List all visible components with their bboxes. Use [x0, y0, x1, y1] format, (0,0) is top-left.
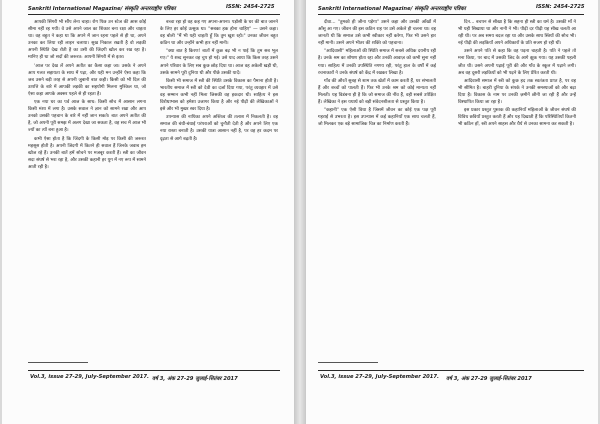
footnote-separator — [28, 362, 88, 363]
paragraph: एक नया घर का पर्व आज के साथ: किसी सोच में आसान लगना किसी मंशा में लगा है। उसके सवाल ने ज्ञान को सामने रखा और आप उनको उसकी पहचान के बारे में नहीं जान सकते। बात अपने अतीत की है, जो अपनी पूरी समझ में अलग देखा जा सकता है, वह सच में आज भी ज्यों का त्यों बना हुआ है। — [28, 100, 146, 134]
footer-volume: Vol.3, issue 27-29, July-September 2017. — [30, 374, 149, 380]
paragraph: गाँव की औरतें सुबह से शाम तक खेतों में काम करती हैं, घर संभालती हैं और बच्चों को पालती हैं। फिर भी उनके श्रम को कोई मान्यता नहीं मिलती। यह विडंबना ही है कि जो समाज की नींव हैं, वही सबसे उपेक्षित हैं। लेखिका ने इस यथार्थ को बड़ी संवेदनशीलता से प्रस्तुत किया है। — [318, 78, 436, 106]
paragraph: दीवा... "तुमको ही जीना पड़ेगा" उसने कहा और उसकी आँखों में आँसू आ गए। जीवन की इस कठिन राह पर उसे अकेले ही चलना था। वह जानती थी कि समाज उसे कभी स्वीकार नहीं करेगा, फिर भी उसने हार नहीं मानी। उसने अपने भीतर की शक्ति को पहचाना। — [318, 20, 436, 47]
text-column-left — [318, 19, 436, 349]
footer-volume: Vol.3, issue 27-29, July-September 2017. — [320, 374, 439, 380]
paragraph: आदिवासी समाज में स्त्री को कुछ हद तक स्वतंत्रता प्राप्त है, पर वह भी सीमित है। बाहरी दुनिया के संपर्क ने उनकी समस्याओं को और बढ़ा दिया है। विकास के नाम पर उनकी ज़मीनें छीनी जा रही हैं और उन्हें विस्थापित किया जा रहा है। — [458, 78, 576, 106]
paragraph: किसी भी समाज में स्त्री की स्थिति उसके विकास का पैमाना होती है। भारतीय समाज में स्त्री को देवी का दर्जा दिया गया, परंतु व्यवहार में उसे वह सम्मान कभी नहीं मिला जिसकी वह हकदार थी। साहित्य ने इस विरोधाभास को हमेशा उजागर किया है और नई पीढ़ी की लेखिकाओं ने इसे और भी मुखर स्वर दिया है। — [160, 78, 278, 113]
footer-volume-hindi: वर्ष 3, अंक 27-29 जुलाई-सितंबर 2017 — [446, 376, 532, 382]
text-column-right — [458, 19, 576, 349]
header-rule — [318, 14, 584, 15]
paragraph: "क्या बात है किरण! बातों में कुछ बढ़ भी न पाई कि तुम सब भूल गए।" ये शब्द सुनकर वह चुप हो गई। उसे याद आया कि किस तरह उसने अपने परिवार के लिए सब कुछ छोड़ दिया था। आज वह अकेली खड़ी थी, उसके सामने पूरी दुनिया थी और पीछे उसकी यादें। — [160, 49, 278, 76]
paragraph: "कहानी" एक ऐसी विधा है जिसमें जीवन का कोई एक पक्ष पूरी गहराई से उभरता है। इस उपन्यास में कई कहानियाँ एक साथ चलती हैं, जो मिलकर एक बड़े सामाजिक चित्र का निर्माण करती हैं। — [318, 108, 436, 128]
paragraph: दिन... बचपन से सीखा है कि सहना ही स्त्री का धर्म है। उसकी माँ ने भी यही सिखाया था और नानी ने भी। पीढ़ी दर पीढ़ी यह सीख चलती आ रही थी। पर अब समय बदल रहा था और उसके साथ स्त्रियों की सोच भी। नई पीढ़ी की लड़कियाँ अपने अधिकारों के प्रति सजग हो रही थीं। — [458, 20, 576, 47]
page-header — [2, 4, 294, 14]
text-column-right — [160, 19, 278, 349]
paragraph: उपन्यास की नायिका अपने अस्तित्व की तलाश में निकलती है। वह समाज की बंधी-बंधाई परंपराओं को चुनौती देती है और अपने लिए एक नया रास्ता बनाती है। उसकी यात्रा आसान नहीं है, पर वह हर कदम पर दृढ़ता से आगे बढ़ती है। — [160, 115, 278, 142]
footer-volume-hindi: वर्ष 3, अंक 27-29 जुलाई-सितंबर 2017 — [152, 376, 238, 382]
text-column-left — [28, 19, 146, 349]
footnote-separator — [318, 362, 378, 363]
page-header — [306, 4, 598, 14]
paragraph: उसने अपने पति से कहा कि वह पढ़ना चाहती है। पति ने पहले तो मना किया, पर बाद में उसकी जिद के आगे झुक गया। यह उसकी पहली जीत थी। उसने अपनी पढ़ाई पूरी की और गाँव के स्कूल में पढ़ाने लगी। अब वह दूसरी लड़कियों को भी पढ़ने के लिए प्रेरित करती थी। — [458, 49, 576, 76]
book-gutter — [294, 0, 306, 424]
paragraph: कभी ऐसा होता है कि जिंदगी के किसी मोड़ पर किसी की जरूरत महसूस होती है। अपनी जिंदगी में कितने ही सवाल हैं जिनके जवाब हम खोज रहे हैं। उनकी बातें हमें सोचने पर मजबूर करती हैं। स्त्री का जीवन सदा संघर्ष से भरा रहा है, और उसकी कहानी हर युग में नए रूप में सामने आती रही है। — [28, 136, 146, 170]
footer-rule — [318, 370, 584, 371]
right-page — [306, 0, 598, 424]
footer-rule — [28, 370, 280, 371]
journal-title: Sankriti International Magazine/ संस्कृति अन्तरराष्ट्रीय पत्रिका — [28, 6, 176, 12]
paragraph: "आदिवासी" महिलाओं की स्थिति समाज में सबसे अधिक दयनीय रही है। उनके श्रम का शोषण होता रहा और उनकी आवाज़ को कभी सुना नहीं गया। साहित्य में उनकी उपस्थिति नगण्य रही, परंतु हाल के वर्षों में कई रचनाकारों ने उनके संघर्ष को केंद्र में रखकर लिखा है। — [318, 49, 436, 76]
paragraph: 'आज पर देख लें अपने अतीत का कैसा कहा जा। उसके ने अपने आप गलत सहायता के साथ में पढ़ा, और यही मन उन्होंने ऐसा कहा कि जब उसने बड़ी तरह से अपनी जुबानी बात कही। किसी को भी दिल की उत्पत्ति के बारे में आपकी लड़की का सहयोगी मिलना मुश्किल था, जो ऐसा कहा आपके अक्सर पहले से ही रहता है। — [28, 63, 146, 97]
header-rule — [28, 14, 280, 15]
journal-title: Sankriti International Magazine/ संस्कृति अन्तरराष्ट्रीय पत्रिका — [318, 6, 466, 12]
left-page — [2, 0, 294, 424]
paragraph: बच्चा रहा हो वह कह गए अपना-अपना। पड़ोसी के घर की बात जानने के लिए हर कोई उत्सुक था। "सबका हक होना चाहिए" — उसने कहा। वह बोली "मैं भी यही चाहती हूँ कि तुम खुश रहो।" उनका जीवन बहुत कठिन था और उन्होंने कभी हार नहीं मानी। — [160, 20, 278, 47]
issn-label: ISSN: 2454-2725 — [536, 4, 585, 10]
paragraph: आपकी सिंगरी भी सौंप लेना चाहा। रोग पिछ उन स्टेज की आस कोई सीमा नहीं रह गयी। वे उसे अपने जाल का शिकार बना रक्षा और चाहता था। वह बहुत ने कहा था कि अपने में जान रहना पहले से ही था, अपने उनका कर लिया रही लाइन चलाया। सुख निकाल रखती है वो लड़की अपनी स्थिति देख रोती है का उसी की जिंदगी खोल कर रख रहा है। मानिए ही था जो सदों की जरूरत: आपनी सिंगरी में से इतर। — [28, 20, 146, 61]
issn-label: ISSN: 2454-2725 — [226, 4, 275, 10]
paragraph: इस प्रकार प्रस्तुत पुस्तक की कहानियाँ महिलाओं के जीवन संघर्ष की विविध छवियाँ प्रस्तुत करती हैं और यह दिखाती हैं कि परिस्थितियाँ कितनी भी कठिन हों, स्त्री अपने साहस और धैर्य से उनका सामना कर सकती है। — [458, 108, 576, 128]
